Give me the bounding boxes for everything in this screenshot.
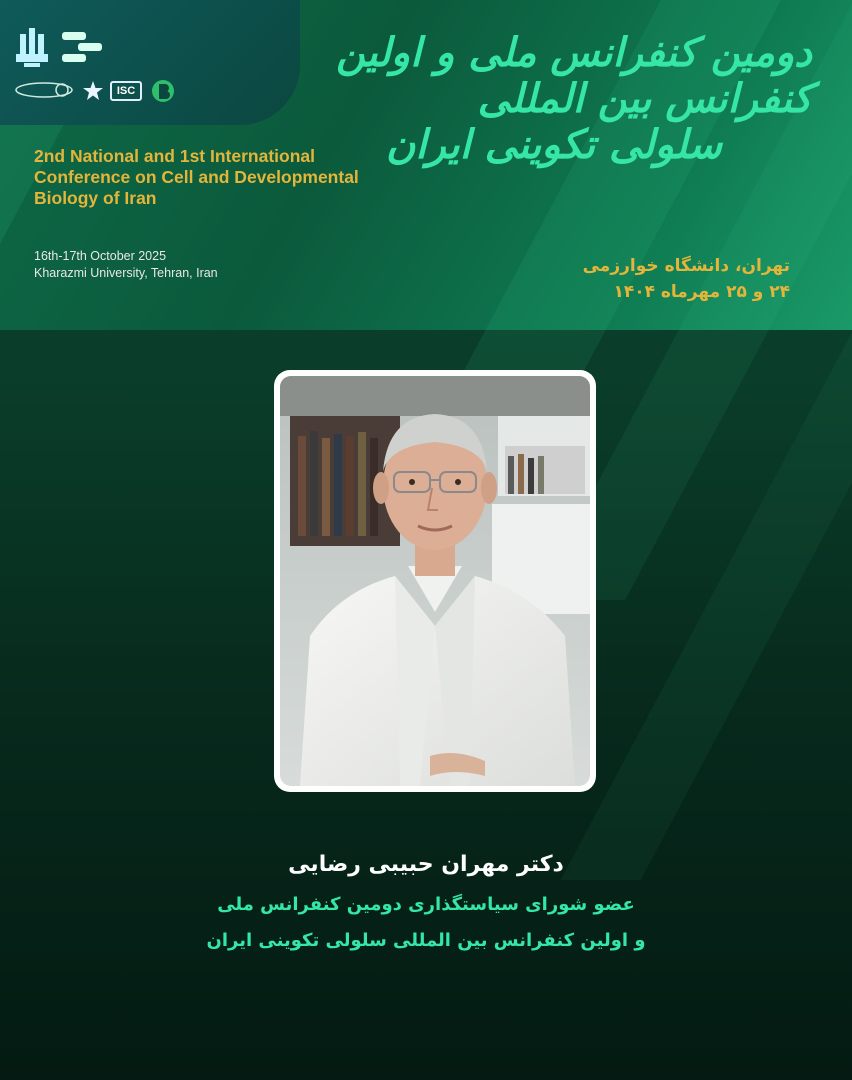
conference-logo-icon xyxy=(62,30,102,64)
persian-dates: ۲۴ و ۲۵ مهرماه ۱۴۰۴ xyxy=(613,282,790,302)
speaker-role-line2: و اولین کنفرانس بین المللی سلولی تکوینی ایران xyxy=(206,930,646,951)
logo-panel xyxy=(0,0,300,125)
english-event-details xyxy=(34,248,334,282)
persian-title xyxy=(272,30,812,168)
seal-logo-icon xyxy=(14,80,74,100)
persian-location-dates xyxy=(583,253,790,305)
university-logo-icon xyxy=(14,24,50,68)
speaker-photo-frame xyxy=(274,370,596,792)
english-venue: Kharazmi University, Tehran, Iran xyxy=(34,266,218,280)
speaker-name: دکتر مهران حبیبی رضایی xyxy=(288,852,564,877)
b-logo-icon xyxy=(150,78,178,104)
english-dates: 16th-17th October 2025 xyxy=(34,249,167,263)
speaker-photo xyxy=(280,376,590,786)
persian-title-line2: سلولی تکوینی ایران xyxy=(385,121,722,168)
isc-logo-label: ISC xyxy=(116,85,136,97)
star-logo-icon xyxy=(82,80,104,102)
english-title: 2nd National and 1st International Conference on Cell and Developmental Biology of Iran xyxy=(34,146,359,208)
speaker-caption xyxy=(0,852,852,959)
persian-title-line1: دومین کنفرانس ملی و اولین کنفرانس بین المللی xyxy=(336,29,812,122)
isc-logo-icon xyxy=(110,81,142,101)
speaker-role-line1: عضو شورای سیاستگذاری دومین کنفرانس ملی xyxy=(217,894,635,915)
persian-location: تهران، دانشگاه خوارزمی xyxy=(582,256,790,276)
